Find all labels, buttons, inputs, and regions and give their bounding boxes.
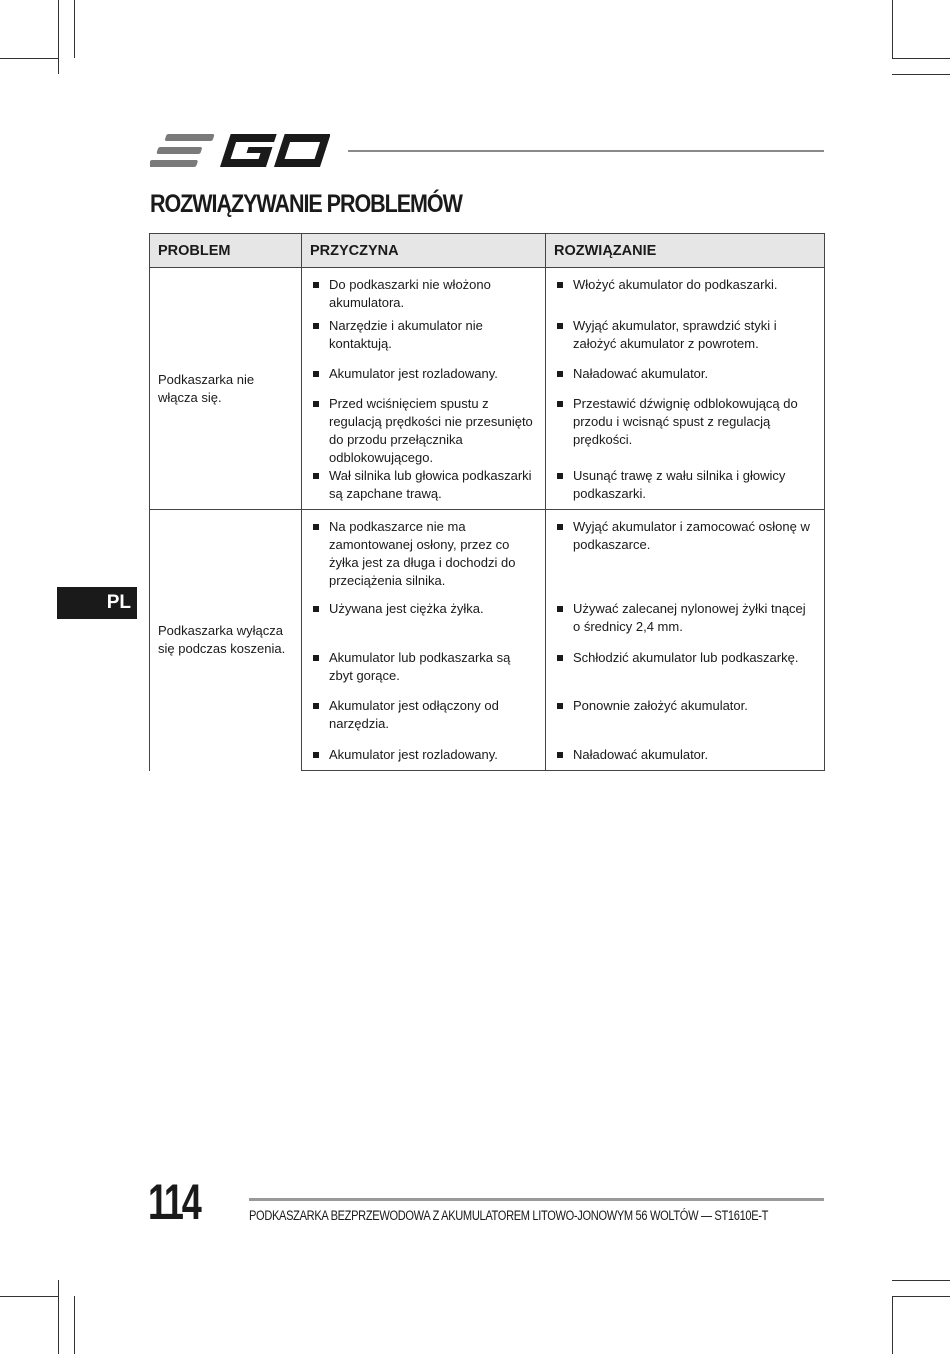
crop-mark — [58, 1280, 59, 1354]
bullet-square-icon — [313, 655, 319, 661]
bullet-square-icon — [557, 655, 563, 661]
cause-cell: Wał silnika lub głowica podkaszarki są zapchane trawą. — [302, 467, 546, 510]
crop-mark — [892, 58, 950, 59]
solution-cell: Ponownie założyć akumulator. — [546, 697, 825, 746]
cause-cell: Akumulator jest odłączony od narzędzia. — [302, 697, 546, 746]
cause-cell: Akumulator jest rozladowany. — [302, 746, 546, 771]
cause-cell: Do podkaszarki nie włożono akumulatora. — [302, 268, 546, 317]
bullet-square-icon — [557, 524, 563, 530]
bullet-square-icon — [557, 752, 563, 758]
bullet-square-icon — [313, 282, 319, 288]
header-problem: PROBLEM — [150, 234, 302, 268]
crop-mark — [892, 0, 893, 58]
cause-cell: Narzędzie i akumulator nie kontaktują. — [302, 317, 546, 365]
cause-cell: Akumulator lub podkaszarka są zbyt gorące. — [302, 649, 546, 697]
crop-mark — [74, 0, 75, 58]
crop-mark — [58, 0, 59, 74]
crop-mark — [892, 74, 950, 75]
header-cause: PRZYCZYNA — [302, 234, 546, 268]
table-row — [150, 510, 825, 600]
solution-cell: Schłodzić akumulator lub podkaszarkę. — [546, 649, 825, 697]
footer-rule — [249, 1198, 824, 1201]
footer-text: PODKASZARKA BEZPRZEWODOWA Z AKUMULATOREM LITOWO-JONOWYM 56 WOLTÓW — ST1610E-T — [249, 1208, 769, 1223]
solution-cell: Naładować akumulator. — [546, 746, 825, 771]
bullet-square-icon — [557, 401, 563, 407]
table-header-row — [150, 234, 825, 268]
crop-mark — [74, 1296, 75, 1354]
bullet-square-icon — [313, 524, 319, 530]
bullet-square-icon — [313, 606, 319, 612]
solution-cell: Włożyć akumulator do podkaszarki. — [546, 268, 825, 317]
cause-cell: Przed wciśnięciem spustu z regulacją prędkości nie przesunięto do przodu przełącznika odblokowującego. — [302, 395, 546, 467]
page-title: ROZWIĄZYWANIE PROBLEMÓW — [150, 190, 462, 218]
bullet-square-icon — [313, 703, 319, 709]
solution-cell: Wyjąć akumulator, sprawdzić styki i założyć akumulator z powrotem. — [546, 317, 825, 365]
crop-mark — [0, 1296, 58, 1297]
solution-cell: Używać zalecanej nylonowej żyłki tnącej o średnicy 2,4 mm. — [546, 600, 825, 649]
crop-mark — [892, 1296, 893, 1354]
header-solution: ROZWIĄZANIE — [546, 234, 825, 268]
bullet-square-icon — [313, 401, 319, 407]
ego-logo — [150, 130, 330, 172]
bullet-square-icon — [557, 371, 563, 377]
solution-cell: Naładować akumulator. — [546, 365, 825, 395]
problem-cell: Podkaszarka nie włącza się. — [150, 268, 302, 510]
bullet-square-icon — [313, 473, 319, 479]
header-rule — [348, 150, 824, 152]
bullet-square-icon — [557, 606, 563, 612]
language-tab: PL — [57, 587, 137, 619]
bullet-square-icon — [313, 371, 319, 377]
cause-cell: Akumulator jest rozladowany. — [302, 365, 546, 395]
problem-cell: Podkaszarka wyłącza się podczas koszenia. — [150, 510, 302, 771]
bullet-square-icon — [557, 703, 563, 709]
crop-mark — [892, 1280, 950, 1281]
solution-cell: Przestawić dźwignię odblokowującą do przodu i wcisnąć spust z regulacją prędkości. — [546, 395, 825, 467]
bullet-square-icon — [557, 282, 563, 288]
bullet-square-icon — [557, 473, 563, 479]
solution-cell: Usunąć trawę z wału silnika i głowicy podkaszarki. — [546, 467, 825, 510]
bullet-square-icon — [557, 323, 563, 329]
cause-cell: Używana jest ciężka żyłka. — [302, 600, 546, 649]
troubleshooting-table — [149, 233, 825, 771]
table-row — [150, 268, 825, 317]
crop-mark — [0, 58, 58, 59]
bullet-square-icon — [313, 323, 319, 329]
crop-mark — [892, 1296, 950, 1297]
solution-cell: Wyjąć akumulator i zamocować osłonę w podkaszarce. — [546, 510, 825, 600]
page-number: 114 — [148, 1174, 200, 1230]
cause-cell: Na podkaszarce nie ma zamontowanej osłony, przez co żyłka jest za długa i dochodzi do przeciążenia silnika. — [302, 510, 546, 600]
bullet-square-icon — [313, 752, 319, 758]
